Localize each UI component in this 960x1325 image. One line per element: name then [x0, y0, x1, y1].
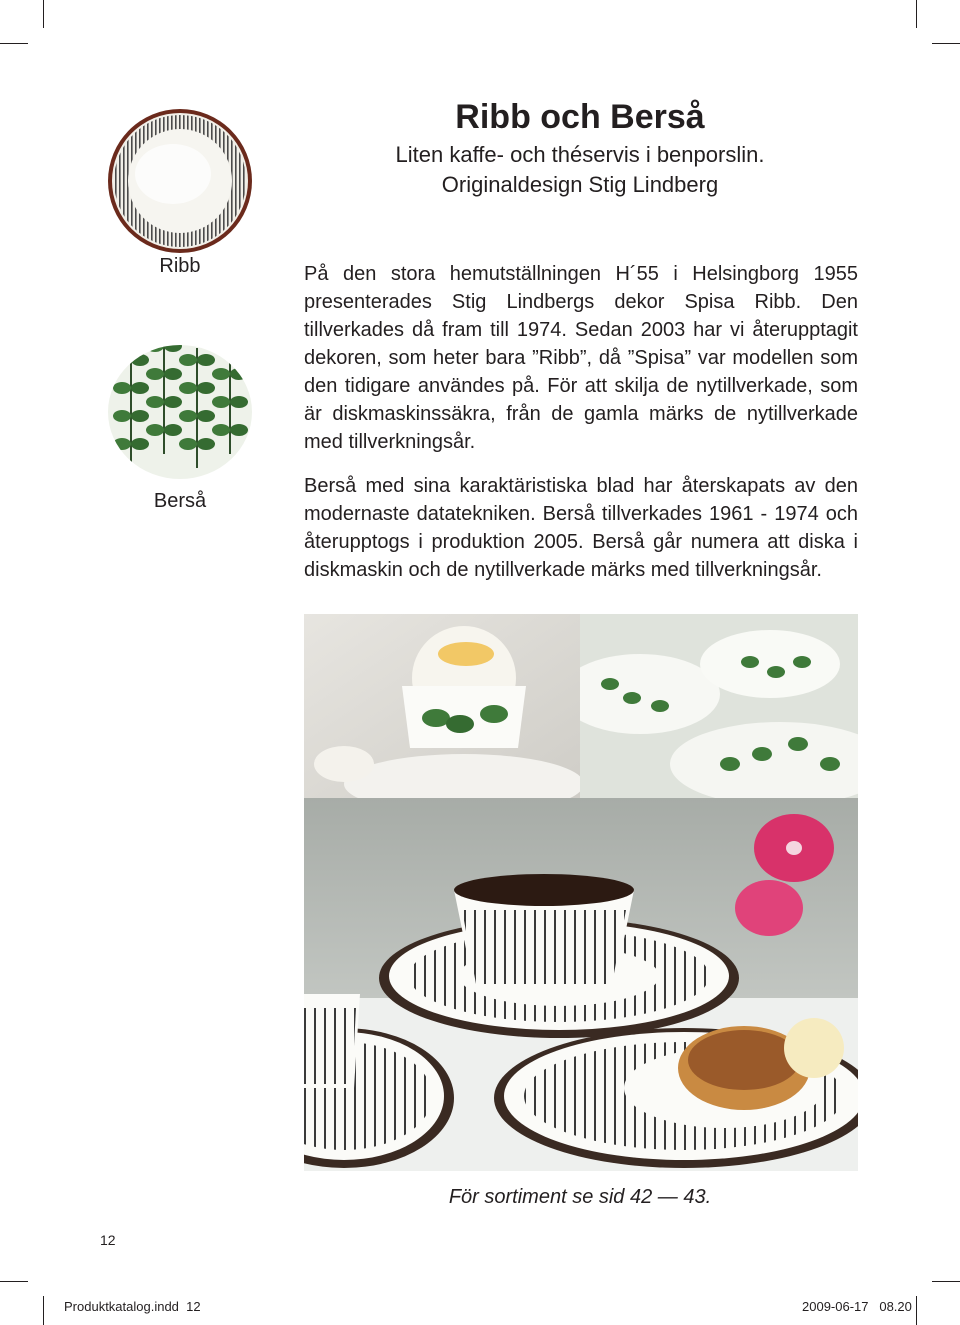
slug-date-time: [802, 1299, 912, 1314]
slug-date: 2009-06-17: [802, 1299, 869, 1314]
slug-file-page: 12: [186, 1299, 201, 1314]
body-paragraph-bersa: Berså med sina karaktäristiska blad har återskapats av den modernaste datatekniken. Berså tillverkades 1961 - 1974 och återupptogs i produktion 2005. Berså går numera att diska i diskmaskin och de nytillverkade märks med tillverkningsår.: [304, 475, 858, 581]
subtitle-line-2: Originaldesign Stig Lindberg: [441, 172, 719, 197]
crop-mark-bottom-right-v: [916, 1296, 917, 1325]
crop-mark-top-right-v: [916, 0, 917, 28]
ribb-plate-image: [107, 108, 253, 259]
crop-mark-top-left-h: [0, 43, 28, 44]
crop-mark-bottom-left-h: [0, 1281, 28, 1282]
crop-mark-top-right-h: [932, 43, 960, 44]
crop-mark-top-left-v: [43, 0, 44, 28]
page-number: 12: [100, 1232, 116, 1248]
slug-file-name-text: Produktkatalog.indd: [64, 1299, 179, 1314]
slug-file-name: [64, 1299, 201, 1314]
crop-mark-bottom-left-v: [43, 1296, 44, 1325]
bersa-label: Berså: [153, 490, 207, 512]
sortiment-note: För sortiment se sid 42 — 43.: [448, 1186, 712, 1208]
page-title: Ribb och Berså: [455, 98, 705, 136]
bersa-plate-image: [107, 344, 253, 485]
slug-time: 08.20: [879, 1299, 912, 1314]
body-paragraph-ribb: På den stora hemutställningen H´55 i Helsingborg 1955 presenterades Stig Lindbergs dekor Spisa Ribb. Den tillverkades då fram till 1974. Sedan 2003 har vi återupptagit dekoren, som heter bara ”Ribb”, då ”Spisa” var modellen som den tidigare användes på. För att skilja de nytillverkade, som är diskmaskinssäkra, från de gamla märks de nytillverkade med tillverkningsår.: [304, 263, 858, 453]
ribb-label: Ribb: [159, 255, 201, 277]
egg-cup-photo: [304, 614, 580, 798]
ribb-coffee-photo: [304, 798, 858, 1171]
bersa-cups-photo: [580, 614, 858, 798]
subtitle-line-1: Liten kaffe- och théservis i benporslin.: [395, 142, 765, 167]
crop-mark-bottom-right-h: [932, 1281, 960, 1282]
